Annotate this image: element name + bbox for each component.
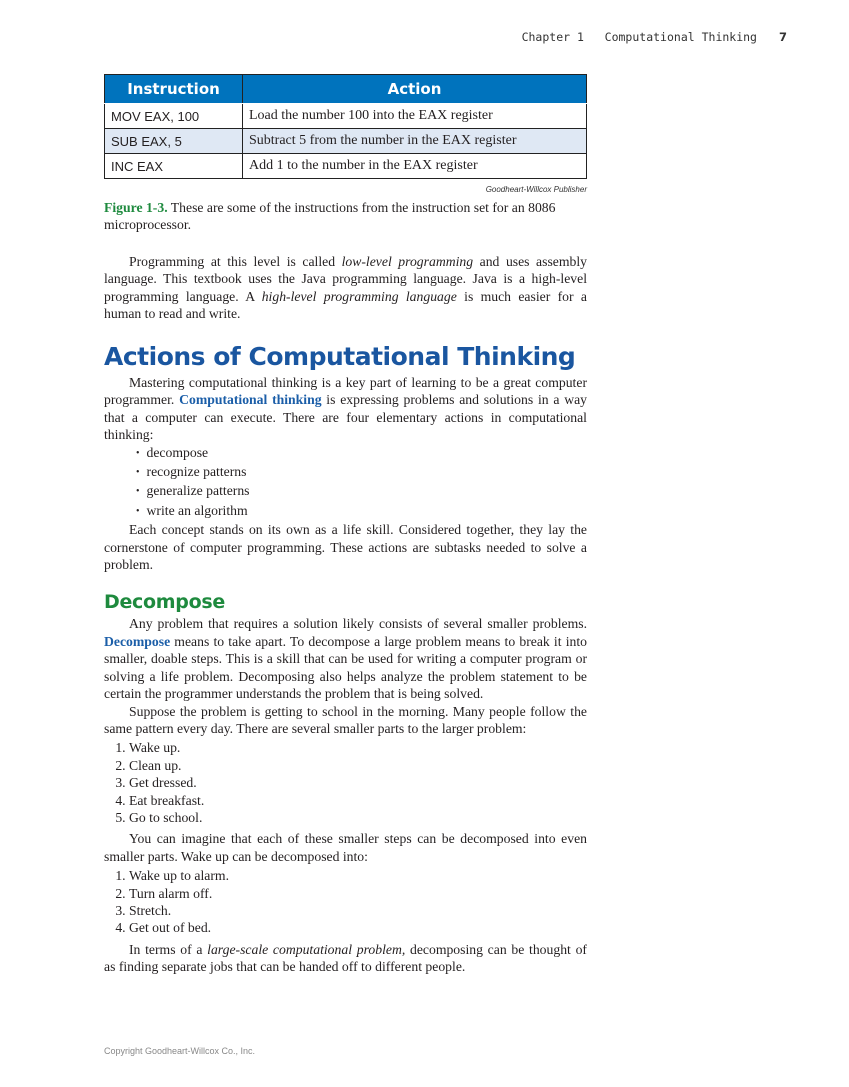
key-term: Computational thinking	[179, 392, 322, 408]
text: Mastering computational thinking is a key part of learning to be a great computer programmer.	[104, 375, 587, 408]
list-item: 1. Wake up.	[129, 739, 587, 756]
body-column-2	[104, 342, 587, 976]
text: In terms of a	[129, 941, 208, 957]
instruction-cell: INC EAX	[105, 154, 243, 179]
column-header: Action	[243, 75, 587, 104]
paragraph: You can imagine that each of these smaller steps can be decomposed into even smaller parts. Wake up can be decomposed into:	[104, 831, 587, 864]
paragraph	[104, 374, 587, 444]
key-term: Decompose	[104, 633, 171, 649]
steps-list	[104, 739, 587, 826]
paragraph	[104, 253, 587, 323]
text: and uses assembly language. This textbook uses the Java programming language. Java is a high-level programming language. A	[104, 254, 587, 304]
list-item: • recognize patterns	[136, 463, 587, 482]
caption-text: These are some of the instructions from the instruction set for an 8086 microprocessor.	[104, 200, 556, 233]
list-item: 2. Clean up.	[129, 757, 587, 774]
copyright-footer: Copyright Goodheart-Willcox Co., Inc.	[104, 1046, 256, 1056]
actions-list	[104, 444, 587, 522]
instruction-table	[104, 74, 587, 179]
list-item: 1. Wake up to alarm.	[129, 867, 587, 884]
list-item: • generalize patterns	[136, 482, 587, 501]
list-item: 3. Stretch.	[129, 902, 587, 919]
running-header	[522, 30, 787, 44]
section-heading: Actions of Computational Thinking	[104, 342, 576, 371]
action-cell: Subtract 5 from the number in the EAX register	[243, 129, 587, 154]
table-row	[105, 129, 587, 154]
text: Programming at this level is called	[129, 254, 342, 269]
list-item: 2. Turn alarm off.	[129, 885, 587, 902]
action-cell: Load the number 100 into the EAX register	[243, 104, 587, 129]
paragraph: Suppose the problem is getting to school in the morning. Many people follow the same pattern every day. There are several smaller parts to the larger problem:	[104, 703, 587, 736]
wake-steps-list	[104, 867, 587, 937]
subsection-heading: Decompose	[104, 591, 225, 614]
instruction-cell: SUB EAX, 5	[105, 129, 243, 154]
text: means to take apart. To decompose a large problem means to break it into smaller, doable steps. This is a skill that can be used for writing a computer program or solving a life problem. Decomposing also helps analyze the problem statement to be certain the programmer understands the problem that is being solved.	[104, 633, 587, 702]
text: is much easier for a human to read and write.	[104, 288, 587, 322]
running-head: Chapter 1 Computational Thinking	[521, 30, 757, 44]
paragraph	[104, 941, 587, 976]
paragraph	[104, 615, 587, 702]
table-row	[105, 154, 587, 179]
italic-term: high-level programming language	[261, 288, 457, 304]
instruction-cell: MOV EAX, 100	[105, 104, 243, 129]
column-header: Instruction	[105, 75, 243, 104]
text: is expressing problems and solutions in a way that a computer can execute. There are four elementary actions in computational thinking:	[104, 392, 587, 443]
table-header-row	[105, 75, 587, 104]
list-item: 3. Get dressed.	[129, 774, 587, 791]
figure-credit: Goodheart-Willcox Publisher	[485, 185, 587, 194]
italic-term: large-scale computational problem,	[207, 941, 406, 957]
body-column-1	[104, 253, 587, 323]
list-item: • decompose	[136, 444, 587, 463]
paragraph: Each concept stands on its own as a life skill. Considered together, they lay the cornerstone of computer programming. These actions are subtasks needed to solve a problem.	[104, 522, 587, 573]
figure-label: Figure 1-3.	[104, 200, 168, 215]
list-item: 4. Get out of bed.	[129, 919, 587, 936]
table-row	[105, 104, 587, 129]
text: decomposing can be thought of as finding separate jobs that can be handed off to different people.	[104, 941, 587, 975]
page-number: 7	[778, 30, 787, 44]
italic-term: low-level programming	[341, 254, 474, 269]
action-cell: Add 1 to the number in the EAX register	[243, 154, 587, 179]
list-item: 5. Go to school.	[129, 809, 587, 826]
list-item: • write an algorithm	[136, 502, 587, 521]
text: Any problem that requires a solution likely consists of several smaller problems.	[129, 616, 587, 632]
figure-caption	[104, 199, 587, 234]
list-item: 4. Eat breakfast.	[129, 792, 587, 809]
